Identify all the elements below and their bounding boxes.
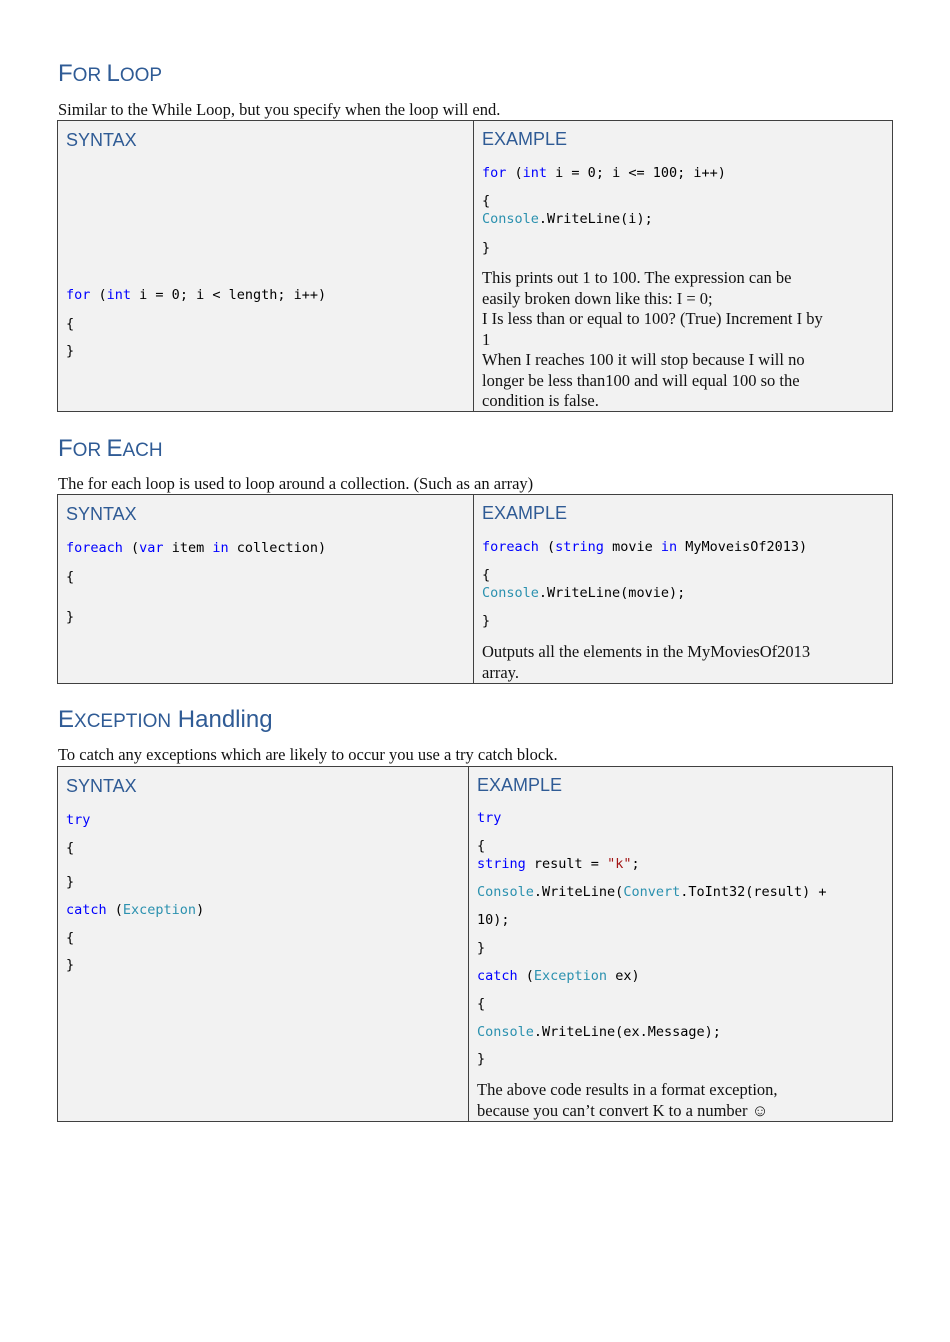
code-line: } [482,240,491,256]
exception-intro: To catch any exceptions which are likely to occur you use a try catch block. [58,745,558,764]
for-each-heading: FOR EACH [58,435,163,462]
code-line: } [477,940,486,956]
code-line: Console.WriteLine(ex.Message); [477,1024,721,1040]
code-line: Console.WriteLine(i); [482,211,653,227]
code-line: for (int i = 0; i <= 100; i++) [482,165,726,181]
code-line: catch (Exception ex) [477,968,640,984]
code-line: } [482,613,491,629]
code-line: { [66,569,75,585]
code-line: { [477,996,486,1012]
code-line: } [66,343,75,359]
code-line: foreach (var item in collection) [66,540,327,556]
code-line: { [477,838,486,854]
code-line: { [66,930,75,946]
example-title: EXAMPLE [482,503,568,523]
code-line: Console.WriteLine(movie); [482,585,686,601]
code-line: { [66,316,75,332]
for-each-description: Outputs all the elements in the MyMoviesOf2013 array. [482,642,811,682]
for-loop-syntax-cell [58,121,474,411]
code-line: 10); [477,912,510,928]
code-line: foreach (string movie in MyMoveisOf2013) [482,539,808,555]
syntax-title: SYNTAX [66,776,137,796]
code-line: } [66,957,75,973]
syntax-title: SYNTAX [66,130,137,150]
code-line: { [482,567,491,583]
for-each-syntax-cell [58,495,474,683]
example-title: EXAMPLE [482,129,568,149]
code-line: { [482,193,491,209]
code-line: { [66,840,75,856]
code-line: try [477,810,502,826]
code-line: for (int i = 0; i < length; i++) [66,287,327,303]
for-each-intro: The for each loop is used to loop around a collection. (Such as an array) [58,474,534,493]
syntax-title: SYNTAX [66,504,137,524]
for-loop-description: This prints out 1 to 100. The expression can be easily broken down like this: I = 0; I Is less than or equal to 100? (True) Increment I by 1 When I reaches 100 it will stop because I will no longer be less than100 and will equal 100 so the condition is false. [482,268,823,410]
for-loop-heading: FOR LOOP [58,60,163,87]
exception-description: The above code results in a format exception, because you can’t convert K to a number ☺ [477,1080,778,1120]
code-line: Console.WriteLine(Convert.ToInt32(result) + [477,884,827,900]
code-line: } [66,609,75,625]
code-line: try [66,812,91,828]
exception-example-cell [469,767,892,1121]
exception-heading: EXCEPTION Handling [58,706,273,733]
exception-table [57,766,893,1122]
code-line: string result = "k"; [477,856,640,872]
code-line: } [66,874,75,890]
code-line: } [477,1051,486,1067]
for-loop-intro: Similar to the While Loop, but you specify when the loop will end. [58,100,501,119]
example-title: EXAMPLE [477,775,563,795]
exception-syntax-cell [58,767,469,1121]
code-line: catch (Exception) [66,902,205,918]
